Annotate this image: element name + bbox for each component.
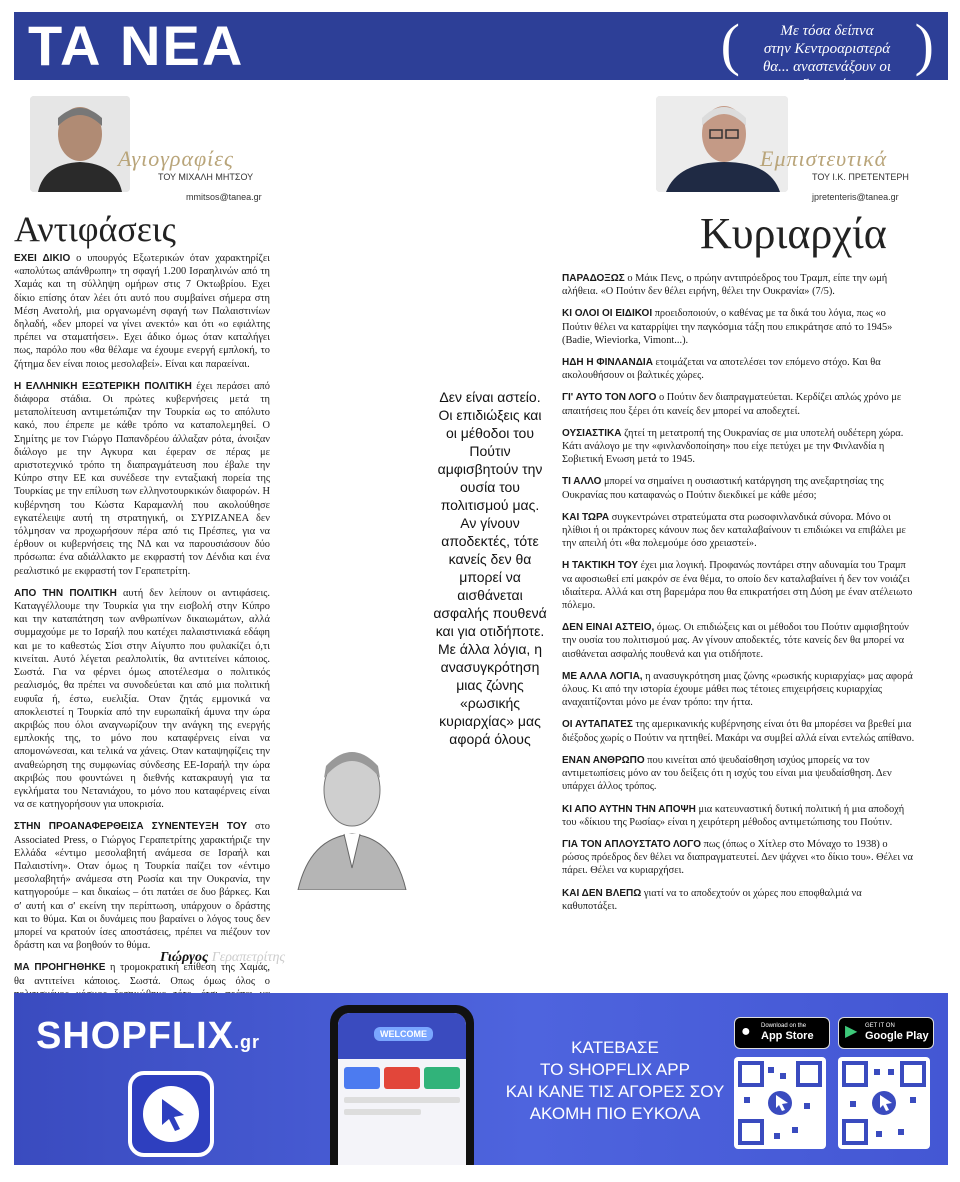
signature-last: Γεραπετρίτης: [211, 950, 286, 965]
paragraph: [562, 670, 917, 710]
brand-name: SHOPFLIX: [36, 1015, 235, 1057]
paragraph-text: έχει μια λογική. Προφανώς ποντάρει στην αδυναμία του Τραμπ να αφοσιωθεί επί μακρόν σε ένα θέμα, το οποίο δεν καταλαβαίνει ή δεν τον νοιάζει ιδιαίτερα. Αλλά και στη βαρεμάρα που θα επικρατήσει στη Δύση με έναν ατέλειωτο πόλεμο.: [562, 560, 913, 612]
paragraph: [562, 838, 917, 878]
paragraph-text: ο Πούτιν δεν διαπραγματεύεται. Κερδίζει απλώς χρόνο με απαιτήσεις που ξέρει ότι κανείς δεν μπορεί να αποδεχτεί.: [562, 392, 902, 417]
paragraph-text: στο Associated Press, ο Γιώργος Γεραπετρίτης χαρακτήριζε την Ελλάδα «έντιμο μεσολαβητή ανάμεσα σε Ισραήλ και Παλαιστίνη». Οταν όμως η Τουρκία παίζει τον «έντιμο μεσολαβητή» ανάμεσα στη Ρωσία και την Ουκρανία, την κατηγορούμε – και δικαίως – ότι πατάει σε δυο βάρκες. Και σ' αυτή και σ' εκείνη την περίπτωση, υπάρχουν ο δράστης και το θύμα. Και οι δυνάμεις που βαραίνει ο λόγος τους δεν μπορεί να κρατούν ίσες αποστάσεις, πρέπει να πιέζουν τον δράστη και να βοηθούν το θύμα.: [14, 821, 270, 952]
pull-quote: Δεν είναι αστείο. Οι επιδιώξεις και οι μέθοδοι του Πούτιν αμφισβητούν την ουσία του πολιτισμού μας. Αν γίνουν αποδεκτές, τότε κανείς δεν θα μπορεί να αισθάνεται ασφαλής πουθενά και για οτιδήποτε. Με άλλα λόγια, η ανασυγκρότηση μιας ζώνης «ρωσικής κυριαρχίας» μας αφορά όλους: [433, 389, 547, 747]
article-body-right: [562, 272, 917, 922]
phone-card: [424, 1067, 460, 1089]
paragraph-lead: ΚΙ ΑΠΟ ΑΥΤΗΝ ΤΗΝ ΑΠΟΨΗ: [562, 803, 696, 815]
column-name-right: Εμπιστευτικά: [760, 146, 888, 171]
portrait-sketch: [292, 738, 410, 890]
paragraph: [14, 820, 270, 952]
phone-mockup: [330, 1005, 474, 1165]
paragraph: [14, 380, 270, 578]
paragraph: [562, 803, 917, 829]
google-play-badge[interactable]: [838, 1017, 934, 1049]
column-name-left: Αγιογραφίες: [118, 146, 234, 171]
qr-code-appstore[interactable]: [734, 1057, 826, 1149]
cta-line: ΚΑΙ ΚΑΝΕ ΤΙΣ ΑΓΟΡΕΣ ΣΟΥ: [505, 1082, 725, 1101]
newspaper-logo[interactable]: ΤΑ ΝΕΑ: [28, 14, 245, 77]
paragraph-text: προειδοποιούν, ο καθένας με τα δικά του λόγια, πως «ο Πούτιν θέλει να καταρρίψει την παγκόσμια τάξη που επικράτησε από το 1945» (Badie, Wieviorka, Vimont...).: [562, 308, 893, 346]
author-avatar-right: [656, 96, 788, 192]
play-icon: ▶: [845, 1023, 858, 1040]
paragraph-text: που κινείται από ψευδαίσθηση ισχύος μπορείς να τον αντιμετωπίσεις μόνο αν του δείξεις ότι η ισχύς του είναι μια ψευδαίσθηση. Δεν υπάρχει άλλος τρόπος.: [562, 754, 892, 793]
paragraph-lead: ΑΠΟ ΤΗΝ ΠΟΛΙΤΙΚΗ: [14, 587, 117, 599]
paragraph-text: ζητεί τη μετατροπή της Ουκρανίας σε μια υποτελή ουδέτερη χώρα. Κάτι ανάλογο με την «φινλανδοποίηση» που είχε πετύχει με την Φινλανδία η Σοβιετική Ενωση μετά το 1945.: [562, 427, 904, 466]
tagline-line: Με τόσα δείπνα: [780, 23, 874, 39]
shopflix-logo[interactable]: [36, 1015, 260, 1058]
phone-header: [338, 1013, 466, 1059]
paragraph-text: πως (όπως ο Χίτλερ στο Μόναχο το 1938) ο ρώσος πρόεδρος δεν θέλει να διαπραγματευτεί. Δεν ψάχνει «το δίκιο του». Θέλει να πάρει. Θέλει να κυριαρχήσει.: [562, 838, 913, 877]
tagline-line: στην Κεντροαριστερά: [763, 41, 891, 57]
signature: [160, 950, 285, 966]
email-right[interactable]: jpretenteris@tanea.gr: [812, 192, 899, 202]
masthead-tagline[interactable]: [742, 22, 912, 94]
phone-cards: [344, 1067, 460, 1089]
cta-line: ΤΟ SHOPFLIX APP: [540, 1060, 690, 1079]
paragraph-text: ο Μάικ Πενς, ο πρώην αντιπρόεδρος του Τραμπ, είπε την ωμή αλήθεια. «Ο Πούτιν δεν θέλει ειρήνη, θέλει την Ουκρανία» (7/5).: [562, 273, 888, 298]
paragraph-lead: ΣΤΗΝ ΠΡΟΑΝΑΦΕΡΘΕΙΣΑ ΣΥΝΕΝΤΕΥΞΗ ΤΟΥ: [14, 821, 247, 833]
paragraph-text: η ανασυγκρότηση μιας ζώνης «ρωσικής κυριαρχίας» μας αφορά όλους. Κι από την ιστορία έχουμε μάθει πως τέτοιες επιχειρήσεις κυριαρχίας αναχαιτίζονται μόνο με έναν τρόπο: την ήττα.: [562, 670, 913, 709]
paragraph-lead: ΚΙ ΟΛΟΙ ΟΙ ΕΙΔΙΚΟΙ: [562, 308, 653, 320]
paragraph: [562, 621, 917, 661]
paragraph: [562, 559, 917, 612]
paragraph-text: μια κατευναστική δυτική πολιτική ή μια αποδοχή του «δίκιου της Ρωσίας» είναι η χειρότερη μέθοδος αντιμετώπισης του Πούτιν.: [562, 803, 905, 828]
paragraph-lead: ΓΙΑ ΤΟΝ ΑΠΛΟΥΣΤΑΤΟ ΛΟΓΟ: [562, 838, 701, 850]
paragraph-lead: ΜΑ ΠΡΟΗΓΗΘΗΚΕ: [14, 962, 106, 974]
appstore-small: Download on the: [761, 1023, 807, 1029]
app-icon[interactable]: [128, 1071, 214, 1157]
paragraph-lead: ΗΔΗ Η ΦΙΝΛΑΝΔΙΑ: [562, 357, 653, 369]
article-body-left: [14, 252, 270, 1023]
paragraph: [562, 511, 917, 551]
paragraph: [562, 356, 917, 382]
paragraph-lead: ΚΑΙ ΤΩΡΑ: [562, 511, 610, 523]
paragraph: [14, 252, 270, 371]
email-left[interactable]: mmitsos@tanea.gr: [186, 192, 262, 202]
paragraph-lead: ΜΕ ΑΛΛΑ ΛΟΓΙΑ,: [562, 670, 643, 682]
app-store-badge[interactable]: [734, 1017, 830, 1049]
tagline-line: θα... αναστενάξουν οι ζυγαριές: [762, 59, 892, 93]
close-paren-glyph: ): [914, 12, 934, 77]
byline-right: ΤΟΥ Ι.Κ. ΠΡΕΤΕΝΤΕΡΗ: [812, 172, 909, 182]
phone-screen: [338, 1013, 466, 1165]
cursor-icon: [132, 1075, 210, 1153]
paragraph: [562, 887, 917, 913]
paragraph: [14, 587, 270, 811]
paragraph-lead: Η ΤΑΚΤΙΚΗ ΤΟΥ: [562, 560, 639, 572]
shopflix-ad[interactable]: [14, 993, 948, 1165]
paragraph-lead: ΤΙ ΑΛΛΟ: [562, 476, 602, 488]
apple-icon: ●: [741, 1023, 751, 1040]
paragraph-lead: ΔΕΝ ΕΙΝΑΙ ΑΣΤΕΙΟ,: [562, 622, 655, 634]
googleplay-big: Google Play: [865, 1030, 929, 1042]
paragraph-lead: ΕΝΑΝ ΑΝΘΡΩΠΟ: [562, 754, 645, 766]
paragraph: [562, 718, 917, 744]
paragraph-lead: ΟΥΣΙΑΣΤΙΚΑ: [562, 427, 622, 439]
paragraph-lead: ΚΑΙ ΔΕΝ ΒΛΕΠΩ: [562, 887, 642, 899]
cta-line: ΚΑΤΕΒΑΣΕ: [571, 1038, 659, 1057]
paragraph-text: όμως. Οι επιδιώξεις και οι μέθοδοι του Πούτιν αμφισβητούν την ουσία του πολιτισμού μας. Αν γίνουν αποδεκτές, τότε κανείς δεν θα μπορεί να αισθάνεται ασφαλής πουθενά και για οτιδήποτε.: [562, 622, 909, 660]
paragraph-text: της αμερικανικής κυβέρνησης είναι ότι θα μπορέσει να βρεθεί μια διέξοδος χωρίς ο Πούτιν να ηττηθεί. Μακάρι να συμβεί αλλά είναι εντελώς απίθανο.: [562, 719, 915, 744]
headline-right: Κυριαρχία: [700, 209, 887, 258]
paragraph: [562, 391, 917, 417]
phone-card: [384, 1067, 420, 1089]
paragraph: [562, 427, 917, 467]
paragraph-lead: ΟΙ ΑΥΤΑΠΑΤΕΣ: [562, 719, 633, 731]
googleplay-small: GET IT ON: [865, 1023, 895, 1029]
paragraph-lead: ΕΧΕΙ ΔΙΚΙΟ: [14, 253, 71, 264]
brand-suffix: .gr: [234, 1032, 261, 1052]
paragraph-text: μπορεί να σημαίνει η ουσιαστική κατάργηση της ανεξαρτησίας της Ουκρανίας που καταφανώς ο Πούτιν διεκδικεί με κάθε μέσο;: [562, 476, 884, 501]
paragraph: [562, 307, 917, 347]
phone-card: [344, 1067, 380, 1089]
paragraph-lead: ΠΑΡΑΔΟΞΩΣ: [562, 273, 625, 284]
cta-line: ΑΚΟΜΗ ΠΙΟ ΕΥΚΟΛΑ: [529, 1104, 701, 1123]
paragraph-text: η τρομοκρατική επίθεση της Χαμάς, θα αντιτείνει κάποιος. Σωστά. Οπως όμως όλος ο: [14, 962, 270, 987]
signature-first: Γιώργος: [160, 950, 209, 965]
paragraph-text: αυτή δεν λείπουν οι αντιφάσεις. Καταγγέλλουμε την Τουρκία για την εισβολή στην Κύπρο και την καταπάτηση των ανθρωπίνων δικαιωμάτων, αλλά συμμαχούμε με το Ισραήλ που κατέχει παλαιστινιακά εδάφη και με το καθεστώς Σίσι στην Αίγυπτο που φυλακίζει ό,τι κινείται. Αυτό λέγεται ρεαλπολιτίκ, θα αντιτείνει κάποιος. Σωστά. Για να φέρνει όμως αποτέλεσμα ο πολιτικός ρεαλισμός, θα πρέπει να συνοδεύεται και από μια πολιτική ευφυΐα ή, έστω, ευελιξία. Οταν ζητάς εμμονικά να αποκλειστεί η Τουρκία από την ευρωπαϊκή άμυνα την ώρα ακριβώς που όλοι αναγνωρίζουν την ανάγκη της ενεργής εμπλοκής της, το μόνο που καταφέρνεις είναι να απομονώνεσαι, και τελικά να χάνεις. Οταν καταψηφίζεις την αναθεώρηση της συμφωνίας σύνδεσης ΕΕ-Ισραήλ την ώρα ακριβώς που φουντώνει η διεθνής κατακραυγή για τα εγκλήματα του Νετανιάχου, το μόνο που καταφέρνεις είναι να σε κατηγορήσουν για υποκρισία.: [14, 587, 270, 811]
author-avatar-left: [30, 96, 130, 192]
paragraph-lead: ΓΙ' ΑΥΤΟ ΤΟΝ ΛΟΓΟ: [562, 392, 657, 404]
paragraph-text: συγκεντρώνει στρατεύματα στα ρωσοφινλανδικά σύνορα. Μόνο οι ηλίθιοι ή οι πράκτορες κάνουν πως δεν καταλαβαίνουν τι επιδιώκει να επιβάλει με την απειλή ότι «θα πολεμούμε όσο χρειαστεί».: [562, 511, 906, 550]
paragraph-text: ετοιμάζεται να αποτελέσει τον επόμενο στόχο. Και θα ακολουθήσουν οι βαλτικές χώρες.: [562, 357, 881, 382]
open-paren-glyph: (: [720, 12, 740, 77]
masthead: [14, 12, 948, 93]
paragraph-text: έχει περάσει από διάφορα στάδια. Οι πρώτες κυβερνήσεις μετά τη μεταπολίτευση αντιμετώπιζαν την Τουρκία ως το απόλυτο κακό, που έπρεπε με κάθε τρόπο να καταπολεμηθεί. Ο Σημίτης με τον Γιώργο Παπανδρέου άλλαξαν ρότα, άνοιξαν διάλογο με την Αγκυρα και έφεραν σε πέρας με αριστοτεχνικό τρόπο τη διαπραγμάτευση που έβαλε την Κύπρο στην ΕΕ και συνέδεσε την ενταξιακή πορεία της Τουρκίας με την επίλυση των ελληνοτουρκικών διαφορών. Η κυβέρνηση του Κώστα Καραμανλή που ακολούθησε εγκατέλειψε αυτή τη στρατηγική, οι ΣΥΡΙΖΑΝΕΑ δεν τόλμησαν να προχωρήσουν πέρα από τις Πρέσπες, για να έρθουν οι κυβερνήσεις της ΝΔ και να παρουσιάσουν δύο πρόσωπα: ένα αδιάλλακτο με εκφραστή τον Δένδια και ένα ρεαλιστικό με εκφραστή τον Γεραπετρίτη.: [14, 380, 270, 577]
paragraph: [562, 754, 917, 794]
headline-left: Αντιφάσεις: [14, 209, 176, 249]
paragraph: [562, 475, 917, 501]
paragraph-lead: Η ΕΛΛΗΝΙΚΗ ΕΞΩΤΕΡΙΚΗ ΠΟΛΙΤΙΚΗ: [14, 380, 192, 392]
paragraph-text: ο υπουργός Εξωτερικών όταν χαρακτηρίζει «απολύτως απάνθρωπη» τη σφαγή 1.200 Ισραηλινών από τη Χαμάς και τη σύλληψη ομήρων στις 7 Οκτωβρίου. Εχει δίκιο επίσης όταν λέει ότι αυτό που συμβαίνει σήμερα στη Μέση Ανατολή, μια οργανωμένη σφαγή των Παλαιστινίων δηλαδή, «δεν μπορεί να γίνει ανεκτό» και ότι «ο εφιάλτης πρέπει να σταματήσει». Εχει άδικο όμως όταν καταλήγει πως, παρόλο που «θα θέλαμε να έχουμε ενεργή εμπλοκή, το ζήτημα δεν είναι ποιος μεσολαβεί». Είναι και παραείναι.: [14, 253, 270, 370]
phone-line: [344, 1109, 421, 1115]
qr-code-googleplay[interactable]: [838, 1057, 930, 1149]
ad-cta: [500, 1037, 730, 1125]
paragraph: [562, 272, 917, 298]
byline-left: ΤΟΥ ΜΙΧΑΛΗ ΜΗΤΣΟΥ: [158, 172, 254, 182]
phone-welcome-badge: WELCOME: [374, 1027, 433, 1041]
paragraph-text: γιατί να το αποδεχτούν οι χώρες που εποφθαλμιά να καθυποτάξει.: [562, 887, 862, 912]
appstore-big: App Store: [761, 1030, 814, 1042]
phone-line: [344, 1097, 460, 1103]
